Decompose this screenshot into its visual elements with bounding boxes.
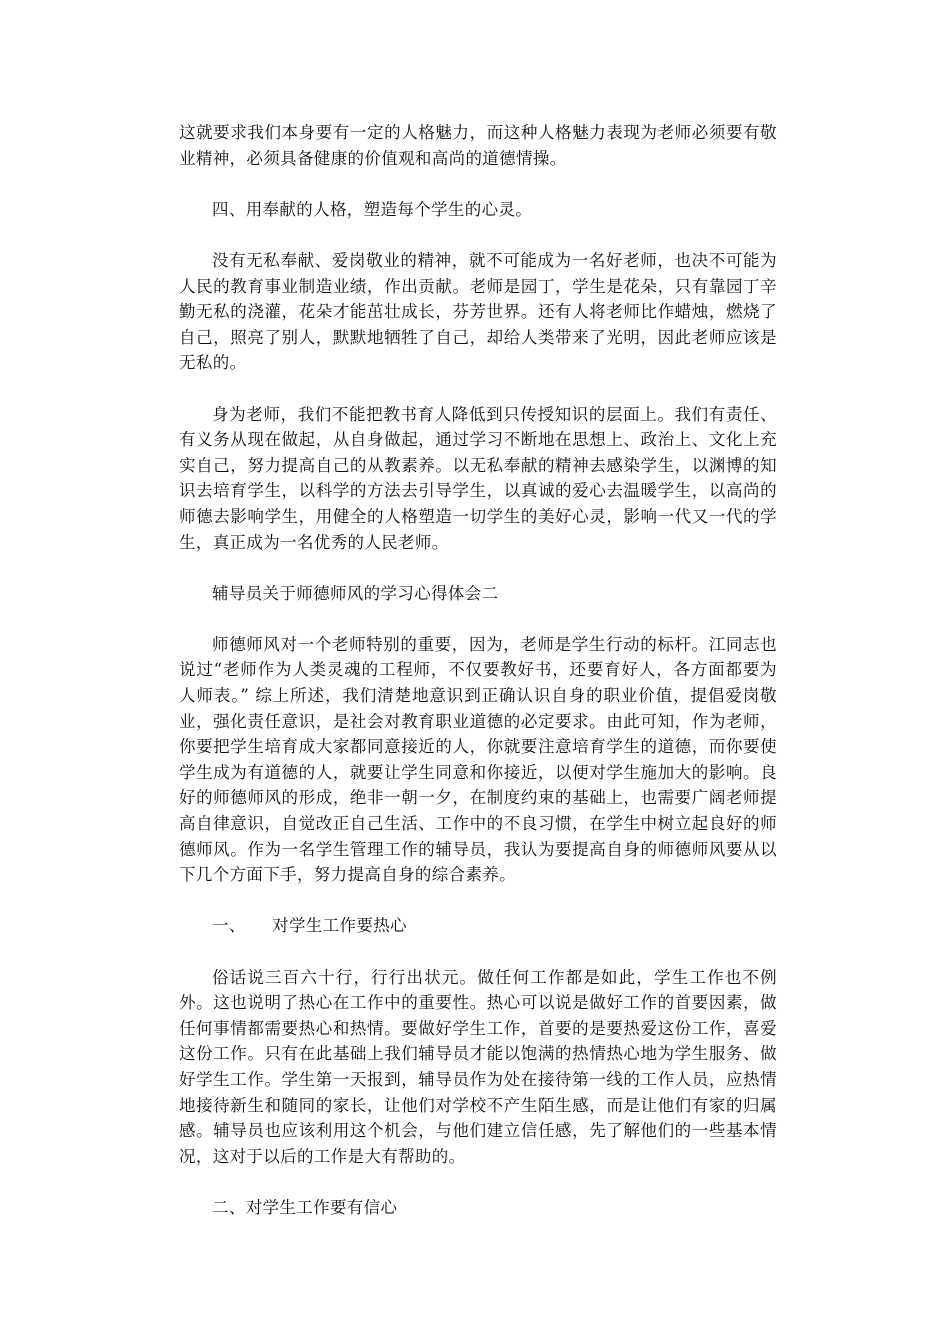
section-heading-confidence: 二、对学生工作要有信心 xyxy=(212,1197,398,1217)
section-heading-enthusiasm xyxy=(179,913,777,939)
paragraph-as-teachers: 身为老师，我们不能把教书育人降低到只传授知识的层面上。我们有责任、有义务从现在做起，从自身做起，通过学习不断地在思想上、政治上、文化上充实自己，努力提高自己的从教素养。以无私奉献的精神去感染学生，以渊博的知识去培育学生，以科学的方法去引导学生，以真诚的爱心去温暖学生，以高尚的师德去影响学生，用健全的人格塑造一切学生的美好心灵，影响一代又一代的学生，真正成为一名优秀的人民老师。 xyxy=(179,404,777,552)
section-title: 对学生工作要热心 xyxy=(272,916,407,936)
paragraph-selfless-dedication: 没有无私奉献、爱岗敬业的精神，就不可能成为一名好老师，也决不可能为人民的教育事业制造业绩，作出贡献。老师是园丁，学生是花朵，只有靠园丁辛勤无私的浇灌，花朵才能茁壮成长，芬芳世界。还有人将老师比作蜡烛，燃烧了自己，照亮了别人，默默地牺牲了自己，却给人类带来了光明，因此老师应该是无私的。 xyxy=(179,250,777,373)
document-body xyxy=(179,120,777,1246)
paragraph-enthusiasm: 俗话说三百六十行，行行出状元。做任何工作都是如此，学生工作也不例外。这也说明了热心在工作中的重要性。热心可以说是做好工作的首要因素，做任何事情都需要热心和热情。要做好学生工作，首要的是要热爱这份工作，喜爱这份工作。只有在此基础上我们辅导员才能以饱满的热情热心地为学生服务、做好学生工作。学生第一天报到，辅导员作为处在接待第一线的工作人员，应热情地接待新生和随同的家长，让他们对学校不产生陌生感，而是让他们有家的归属感。辅导员也应该利用这个机会，与他们建立信任感，先了解他们的一些基本情况，这对于以后的工作是大有帮助的。 xyxy=(179,967,777,1166)
paragraph-teacher-ethics: 师德师风对一个老师特别的重要，因为，老师是学生行动的标杆。江同志也说过“老师作为人类灵魂的工程师，不仅要教好书，还要育好人，各方面都要为人师表。” 综上所述，我们清楚地意识到正确认识自身的职业价值，提倡爱岗敬业，强化责任意识，是社会对教育职业道德的必定要求。由此可知，作为老师，你要把学生培育成大家都同意接近的人，你就要注意培育学生的道德，而你要使学生成为有道德的人，就要让学生同意和你接近，以便对学生施加大的影响。良好的师德师风的形成，绝非一朝一夕，在制度约束的基础上，也需要广阔老师提高自律意识，自觉改正自己生活、工作中的不良习惯，在学生中树立起良好的师德师风。作为一名学生管理工作的辅导员，我认为要提高自身的师德师风要从以下几个方面下手，努力提高自身的综合素养。 xyxy=(179,634,777,885)
section-heading-dedication: 四、用奉献的人格，塑造每个学生的心灵。 xyxy=(212,199,533,219)
section-number: 一、 xyxy=(212,916,246,936)
paragraph-personality-charm: 这就要求我们本身要有一定的人格魅力，而这种人格魅力表现为老师必须要有敬业精神，必须具备健康的价值观和高尚的道德情操。 xyxy=(179,123,777,168)
essay-title-part-two: 辅导员关于师德师风的学习心得体会二 xyxy=(212,583,499,603)
